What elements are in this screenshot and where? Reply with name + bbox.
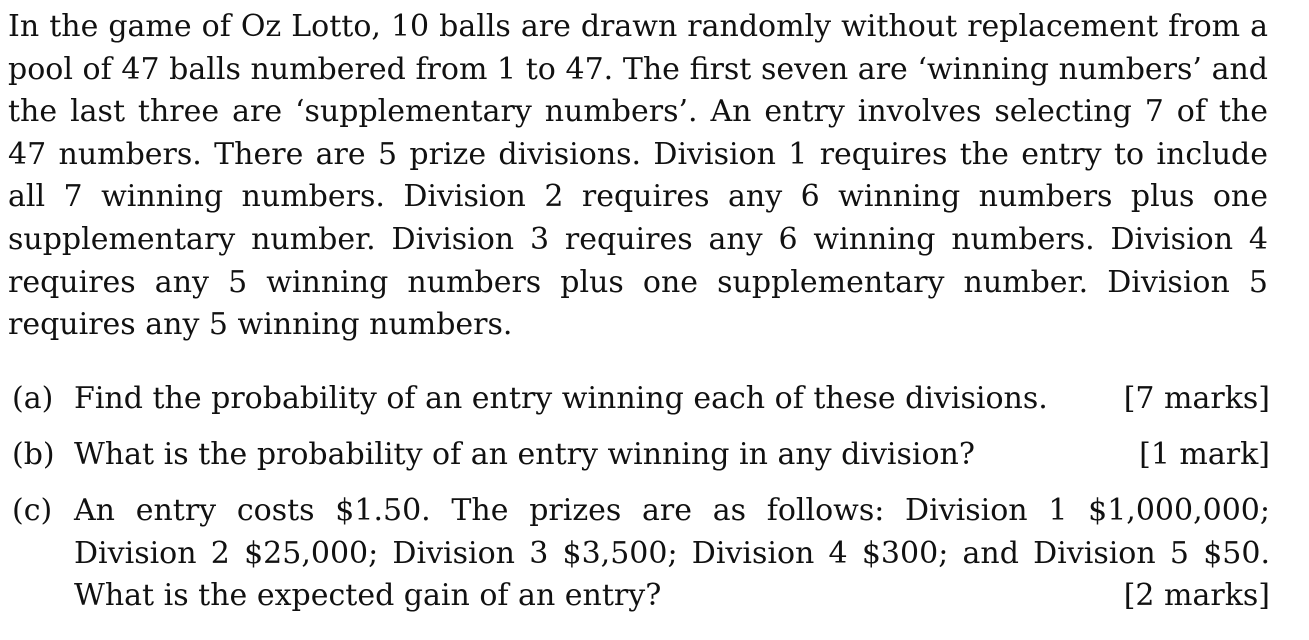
question-a: [12, 378, 1270, 434]
question-c-label: (c): [12, 493, 53, 528]
question-b-text: What is the probability of an entry winning in any division?: [74, 437, 975, 472]
problem-document: [8, 6, 1268, 347]
question-c-marks: [2 marks]: [1123, 578, 1270, 613]
problem-intro-paragraph: In the game of Oz Lotto, 10 balls are drawn randomly without replacement from a pool of 47 balls numbered from 1 to 47. The first seven are ‘winning numbers’ and the last three are ‘supplementary numbers’. An entry involves selecting 7 of the 47 numbers. There are 5 prize divisions. Division 1 requires the entry to include all 7 winning numbers. Division 2 requires any 6 winning numbers plus one supplementary number. Division 3 requires any 6 winning numbers. Division 4 requires any 5 winning numbers plus one supplementary number. Division 5 requires any 5 winning numbers.: [8, 9, 1268, 343]
question-b: [12, 434, 1270, 490]
question-a-marks: [7 marks]: [1123, 381, 1270, 416]
question-list: [12, 378, 1270, 620]
question-c: [12, 490, 1270, 620]
question-b-label: (b): [12, 437, 55, 472]
question-a-label: (a): [12, 381, 54, 416]
question-b-marks: [1 mark]: [1139, 437, 1270, 472]
question-c-text: An entry costs $1.50. The prizes are as follows: Division 1 $1,000,000; Division 2 $25,000; Division 3 $3,500; Division 4 $300; and Division 5 $50. What is the expected gain of an entry?: [74, 493, 1270, 613]
question-a-text: Find the probability of an entry winning each of these divisions.: [74, 381, 1048, 416]
